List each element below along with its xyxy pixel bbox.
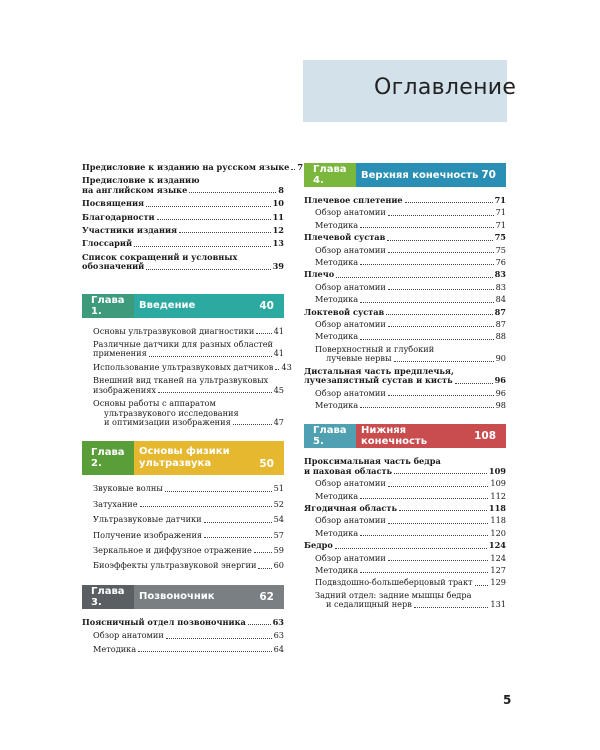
toc-entry[interactable]: Зеркальное и диффузное отражение 59 <box>93 544 284 555</box>
chapter-2-title-line2: ультразвука <box>139 458 212 470</box>
toc-entry[interactable]: Обзор анатомии 96 <box>315 387 506 398</box>
toc-entry[interactable]: Поверхностный и глубокий лучевые нервы 90 <box>315 343 506 364</box>
toc-entry[interactable]: Обзор анатомии 75 <box>315 244 506 255</box>
toc-left-column <box>82 162 304 654</box>
toc-entry[interactable]: Подвздошно-большеберцовый тракт 129 <box>315 577 506 588</box>
toc-entry[interactable]: Методика 112 <box>315 490 506 501</box>
toc-entry[interactable]: Методика 84 <box>315 294 506 305</box>
page-title: Оглавление <box>374 75 517 100</box>
chapter-4-header[interactable]: Глава 4. Верхняя конечность 70 <box>304 163 506 187</box>
toc-section[interactable]: Бедро 124 <box>304 540 506 551</box>
toc-entry[interactable]: Список сокращений и условных обозначений 39 <box>82 251 284 272</box>
chapter-3-header[interactable]: Глава 3. Позвоночник 62 <box>82 585 284 609</box>
chapter-3-items <box>82 631 284 654</box>
toc-entry[interactable]: Участники издания 12 <box>82 225 284 236</box>
chapter-5-header[interactable]: Глава 5. Нижняя конечность 108 <box>304 424 506 448</box>
toc-entry[interactable]: Предисловие к изданию на русском языке 7 <box>82 162 304 172</box>
toc-entry[interactable]: Основы ультразвуковой диагностики 41 <box>93 325 284 336</box>
toc-entry[interactable]: Обзор анатомии 124 <box>315 552 506 563</box>
toc-entry[interactable]: Глоссарий 13 <box>82 238 284 249</box>
toc-entry[interactable]: Использование ультразвуковых датчиков 43 <box>93 361 292 372</box>
toc-entry[interactable]: Методика 76 <box>315 257 506 268</box>
toc-entry[interactable]: Предисловие к изданию на английском языке 8 <box>82 175 284 195</box>
toc-entry[interactable]: Благодарности 11 <box>82 211 284 222</box>
toc-entry[interactable]: Методика 98 <box>315 399 506 410</box>
toc-entry[interactable]: Внешний вид тканей на ультразвуковых изображениях 45 <box>93 375 284 395</box>
toc-section[interactable]: Плечевое сплетение 71 <box>304 195 506 205</box>
chapter-1-items <box>82 325 292 428</box>
chapter-2-header[interactable]: Глава 2. Основы физики ультразвука 50 <box>82 441 284 475</box>
toc-entry[interactable]: Ультразвуковые датчики 54 <box>93 514 284 525</box>
toc-section[interactable]: Плечевой сустав 75 <box>304 232 506 243</box>
toc-right-column <box>304 163 506 610</box>
toc-entry[interactable]: Получение изображения 57 <box>93 529 284 540</box>
toc-section[interactable]: Локтевой сустав 87 <box>304 306 506 317</box>
toc-section[interactable]: Проксимальная часть бедра и паховая область 109 <box>304 456 506 476</box>
toc-section[interactable]: Дистальная часть предплечья, лучезапястный сустав и кисть 96 <box>304 365 506 386</box>
chapter-2-items <box>82 484 284 570</box>
toc-entry[interactable]: Обзор анатомии 71 <box>315 207 506 218</box>
toc-section[interactable]: Ягодичная область 118 <box>304 502 506 513</box>
toc-entry[interactable]: Методика 127 <box>315 564 506 575</box>
toc-entry[interactable]: Задний отдел: задние мышцы бедра и седалищный нерв 131 <box>315 589 506 610</box>
chapter-2-title-line1: Основы физики <box>139 446 230 458</box>
toc-entry[interactable]: Методика 71 <box>315 219 506 230</box>
toc-entry[interactable]: Обзор анатомии 83 <box>315 281 506 292</box>
toc-entry[interactable]: Методика 88 <box>315 331 506 342</box>
toc-entry[interactable]: Основы работы с аппаратом ультразвукового исследования и оптимизации изображения 47 <box>93 398 284 427</box>
toc-section[interactable]: Плечо 83 <box>304 269 506 280</box>
toc-entry[interactable]: Затухание 52 <box>93 498 284 509</box>
toc-entry[interactable]: Различные датчики для разных областей применения 41 <box>93 339 284 359</box>
front-matter <box>82 162 304 272</box>
chapter-1-header[interactable]: Глава 1. Введение 40 <box>82 294 284 318</box>
toc-entry[interactable]: Обзор анатомии 118 <box>315 515 506 526</box>
toc-entry[interactable]: Методика 120 <box>315 527 506 538</box>
toc-entry[interactable]: Биоэффекты ультразвуковой энергии 60 <box>93 560 284 571</box>
toc-entry[interactable]: Обзор анатомии 87 <box>315 319 506 330</box>
page-number: 5 <box>503 693 512 707</box>
toc-entry[interactable]: Звуковые волны 51 <box>93 483 284 494</box>
toc-entry[interactable]: Методика 64 <box>93 643 284 654</box>
toc-entry[interactable]: Обзор анатомии 109 <box>315 478 506 489</box>
toc-entry[interactable]: Посвящения 10 <box>82 198 284 209</box>
toc-entry[interactable]: Обзор анатомии 63 <box>93 630 284 641</box>
toc-section[interactable]: Поясничный отдел позвоночника 63 <box>82 616 284 627</box>
